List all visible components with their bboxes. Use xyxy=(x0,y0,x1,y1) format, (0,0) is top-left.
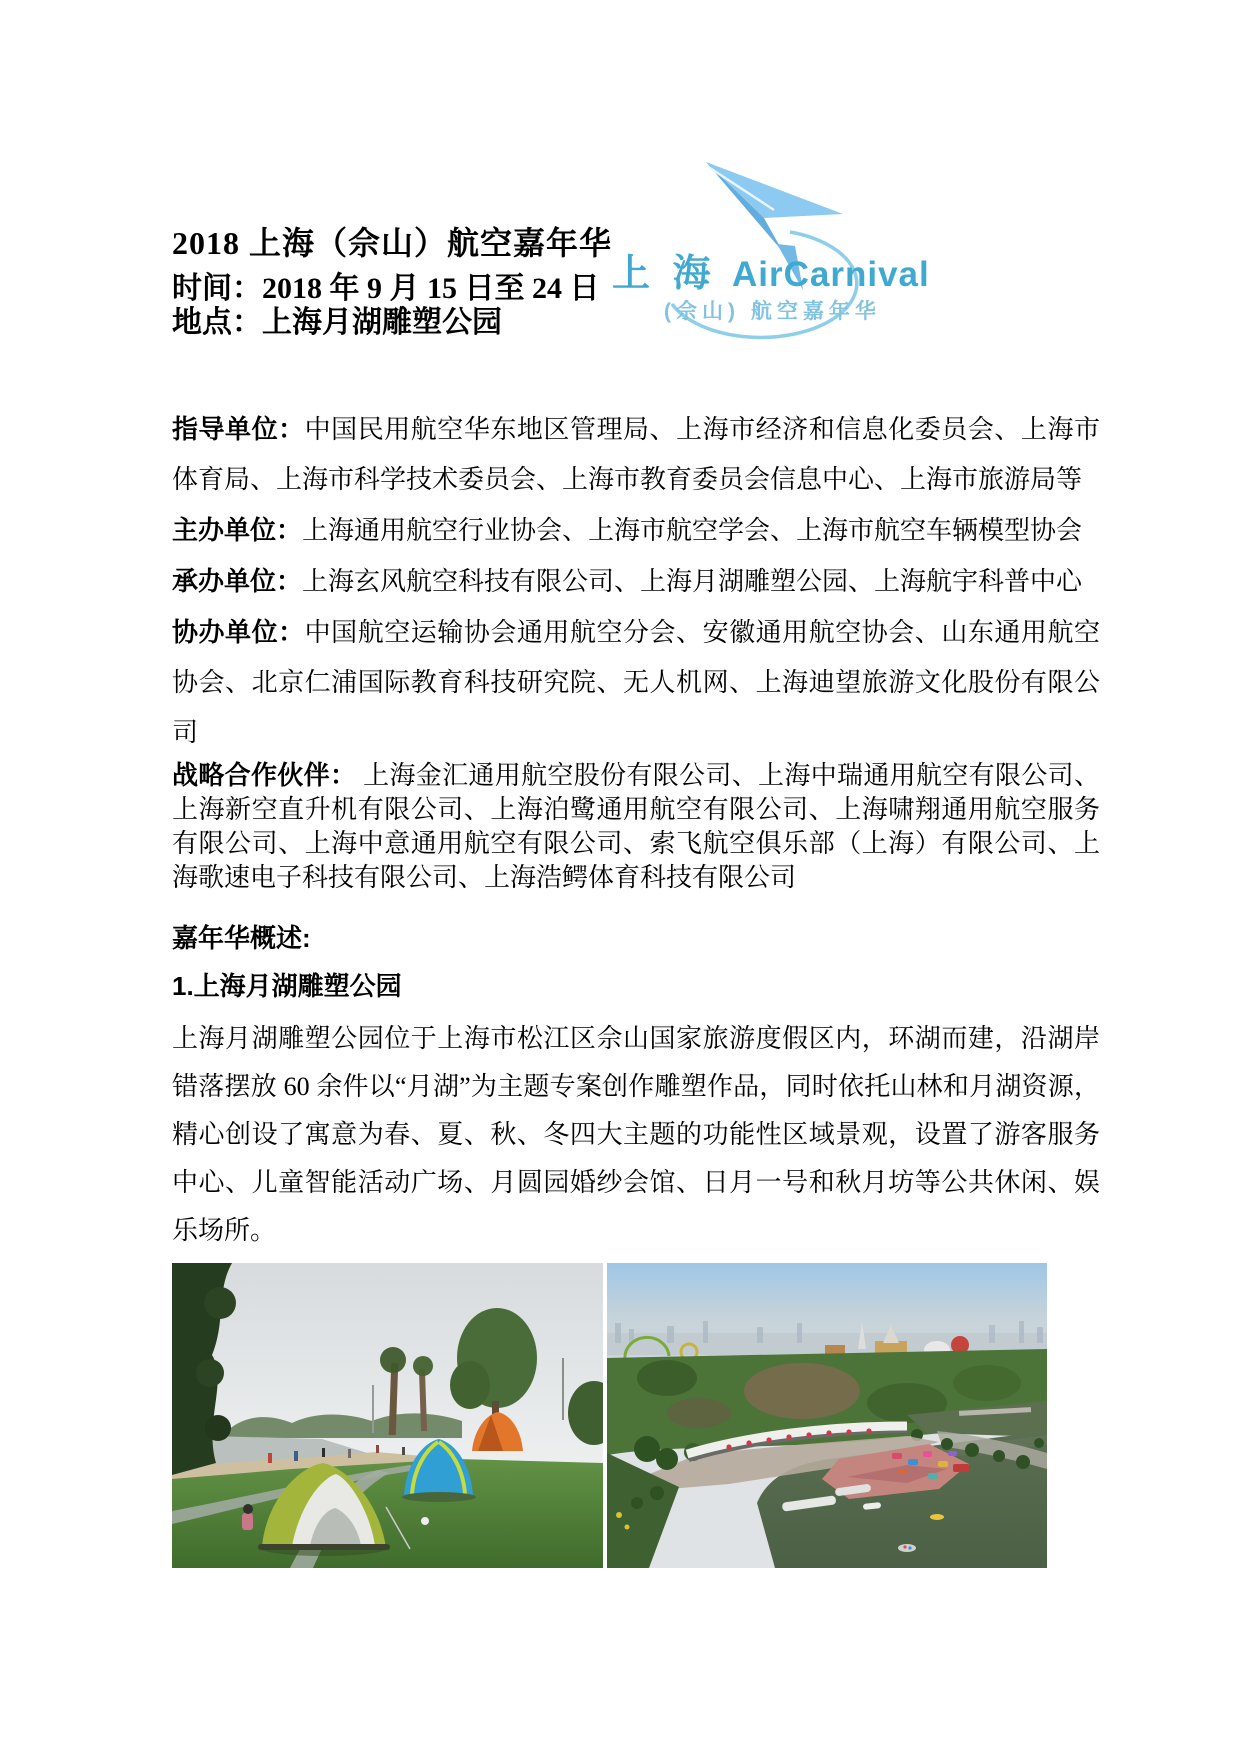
event-time-line: 时间：2018 年 9 月 15 日至 24 日 xyxy=(172,272,600,305)
event-location-line: 地点：上海月湖雕塑公园 xyxy=(172,306,502,339)
overview-heading: 嘉年华概述: xyxy=(172,923,311,953)
logo-cn-text: 上 海 xyxy=(612,253,717,295)
organizer-label: 主办单位： xyxy=(172,515,303,545)
organizer-label: 战略合作伙伴： xyxy=(172,760,357,790)
organizer-text: 上海玄风航空科技有限公司、上海月湖雕塑公园、上海航宇科普中心 xyxy=(302,567,1083,596)
document-content xyxy=(172,0,1100,1568)
organizer-paragraph-guidance xyxy=(172,404,1100,505)
organizer-text: 上海通用航空行业协会、上海市航空学会、上海市航空车辆模型协会 xyxy=(302,516,1083,545)
logo-en-text: AirCarnival xyxy=(732,255,930,294)
photo-row xyxy=(172,1263,1100,1568)
organizer-text: 中国民用航空华东地区管理局、上海市经济和信息化委员会、上海市体育局、上海市科学技术委员会、上海市教育委员会信息中心、上海市旅游局等 xyxy=(172,415,1100,494)
organizer-paragraph-undertaker xyxy=(172,556,1100,607)
moon-lake-park-description: 上海月湖雕塑公园位于上海市松江区佘山国家旅游度假区内，环湖而建，沿湖岸错落摆放 60 余件以“月湖”为主题专案创作雕塑作品，同时依托山林和月湖资源，精心创设了寓意为春、夏、秋、冬四大主题的功能性区域景观，设置了游客服务中心、儿童智能活动广场、月圆园婚纱会馆、日月一号和秋月坊等公共休闲、娱乐场所。 xyxy=(172,1024,1100,1245)
organizer-label: 指导单位： xyxy=(172,414,305,444)
organizer-paragraph-host xyxy=(172,505,1100,556)
section-title-moon-lake-park: 1.上海月湖雕塑公园 xyxy=(172,971,402,1001)
organizer-label: 承办单位： xyxy=(172,566,303,596)
photo-aerial-lake-view xyxy=(607,1263,1047,1568)
organizer-paragraph-coorganizer xyxy=(172,607,1100,758)
document-title: 2018 上海（佘山）航空嘉年华 xyxy=(172,225,613,261)
organizer-text: 中国航空运输协会通用航空分会、安徽通用航空协会、山东通用航空协会、北京仁浦国际教育科技研究院、无人机网、上海迪望旅游文化股份有限公司 xyxy=(172,618,1100,747)
photo-park-lawn-tents xyxy=(172,1263,603,1568)
organizer-paragraph-strategic-partners xyxy=(172,758,1100,895)
logo-subtitle-text: (佘山) 航空嘉年华 xyxy=(664,300,881,323)
organizer-label: 协办单位： xyxy=(172,617,305,647)
organizer-text: 上海金汇通用航空股份有限公司、上海中瑞通用航空有限公司、上海新空直升机有限公司、上海泊鹭通用航空有限公司、上海啸翔通用航空服务有限公司、上海中意通用航空有限公司、索飞航空俱乐部（上海）有限公司、上海歌速电子科技有限公司、上海浩鳄体育科技有限公司 xyxy=(172,761,1100,892)
